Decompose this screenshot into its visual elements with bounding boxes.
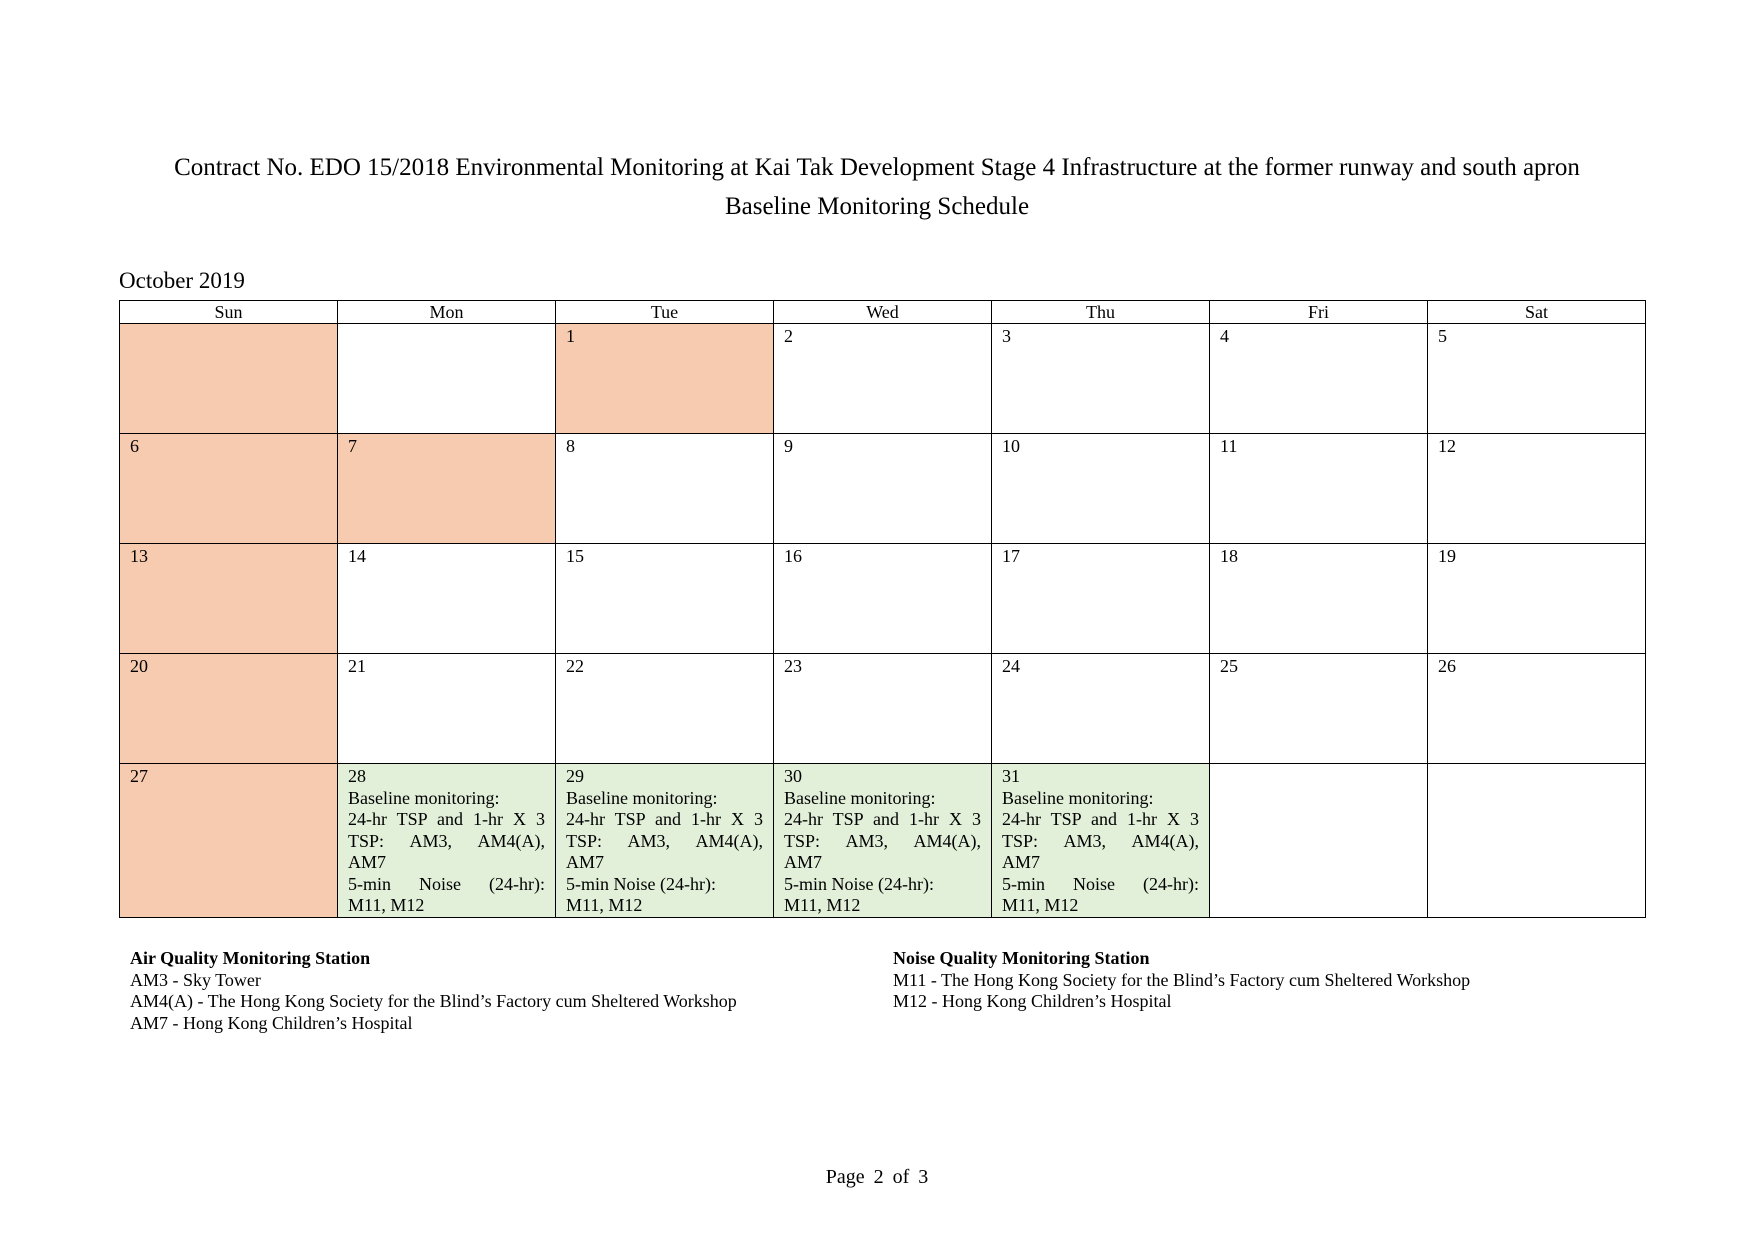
day-cell xyxy=(556,324,774,434)
note-line: 5-min Noise (24-hr): xyxy=(784,873,934,894)
air-quality-legend xyxy=(130,948,737,1034)
day-number: 19 xyxy=(1438,546,1456,566)
document-title: Contract No. EDO 15/2018 Environmental Monitoring at Kai Tak Development Stage 4 Infrastructure at the former runway and south apron xyxy=(174,154,1580,181)
noise-quality-legend-heading: Noise Quality Monitoring Station xyxy=(893,948,1150,968)
day-cell xyxy=(120,434,338,544)
weekday-header-wed: Wed xyxy=(774,301,992,324)
note-line: 24-hr TSP and 1-hr X 3 xyxy=(348,809,545,829)
weekday-header-fri: Fri xyxy=(1210,301,1428,324)
note-line: AM7 xyxy=(348,852,387,872)
day-number: 21 xyxy=(348,656,366,676)
note-line: M11, M12 xyxy=(566,895,643,915)
day-cell xyxy=(774,434,992,544)
day-cell xyxy=(338,654,556,764)
day-number: 20 xyxy=(130,656,148,676)
day-number: 26 xyxy=(1438,656,1456,676)
day-cell-monitoring xyxy=(338,764,556,918)
day-cell-monitoring xyxy=(774,764,992,918)
day-number: 5 xyxy=(1438,326,1447,346)
day-cell xyxy=(774,324,992,434)
day-cell xyxy=(1428,654,1646,764)
note-line: 5-min Noise (24-hr): xyxy=(348,873,545,894)
weekday-header-row xyxy=(120,301,1646,324)
monitoring-note xyxy=(1002,788,1199,917)
day-number: 11 xyxy=(1220,436,1238,456)
note-line: TSP: AM3, AM4(A), xyxy=(1002,830,1199,851)
monitoring-note xyxy=(566,788,763,917)
note-line: TSP: AM3, AM4(A), xyxy=(348,830,545,851)
day-number: 22 xyxy=(566,656,584,676)
day-cell-monitoring xyxy=(556,764,774,918)
page-footer: Page 2 of 3 xyxy=(825,1166,929,1188)
note-line: Baseline monitoring: xyxy=(784,787,936,808)
monitoring-note xyxy=(348,788,545,917)
month-label: October 2019 xyxy=(119,268,245,293)
day-cell xyxy=(338,544,556,654)
day-number: 24 xyxy=(1002,656,1020,676)
day-number: 6 xyxy=(130,436,139,456)
note-line: Baseline monitoring: xyxy=(348,787,500,808)
day-number: 30 xyxy=(784,766,802,786)
day-cell xyxy=(120,654,338,764)
day-cell xyxy=(992,654,1210,764)
day-number: 2 xyxy=(784,326,793,346)
note-line: 24-hr TSP and 1-hr X 3 xyxy=(1002,809,1199,829)
legend-item: AM7 - Hong Kong Children’s Hospital xyxy=(130,1012,413,1033)
day-number: 15 xyxy=(566,546,584,566)
day-number: 4 xyxy=(1220,326,1229,346)
day-number: 7 xyxy=(348,436,357,456)
note-line: 24-hr TSP and 1-hr X 3 xyxy=(784,809,981,829)
day-number: 12 xyxy=(1438,436,1456,456)
air-quality-legend-heading: Air Quality Monitoring Station xyxy=(130,948,371,968)
legend-item: AM3 - Sky Tower xyxy=(130,969,261,990)
day-cell xyxy=(774,654,992,764)
note-line: Baseline monitoring: xyxy=(1002,787,1154,808)
note-line: AM7 xyxy=(566,852,605,872)
day-number: 14 xyxy=(348,546,366,566)
day-cell xyxy=(1428,434,1646,544)
day-number: 8 xyxy=(566,436,575,456)
note-line: M11, M12 xyxy=(1002,895,1079,915)
legend-item: M11 - The Hong Kong Society for the Blind’s Factory cum Sheltered Workshop xyxy=(893,969,1471,990)
day-cell xyxy=(120,764,338,918)
day-number: 10 xyxy=(1002,436,1020,456)
note-line: 24-hr TSP and 1-hr X 3 xyxy=(566,809,763,829)
day-number: 27 xyxy=(130,766,148,786)
note-line: M11, M12 xyxy=(784,895,861,915)
week-row xyxy=(120,764,1646,918)
note-line: M11, M12 xyxy=(348,895,425,915)
monitoring-note xyxy=(784,788,981,917)
calendar-table xyxy=(119,300,1646,918)
day-cell xyxy=(1210,324,1428,434)
day-cell xyxy=(338,434,556,544)
day-cell xyxy=(1210,764,1428,918)
note-line: TSP: AM3, AM4(A), xyxy=(566,830,763,851)
document-subtitle: Baseline Monitoring Schedule xyxy=(724,193,1030,220)
day-number: 17 xyxy=(1002,546,1020,566)
day-number: 31 xyxy=(1002,766,1020,786)
day-cell xyxy=(1210,544,1428,654)
day-number: 28 xyxy=(348,766,366,786)
day-cell xyxy=(992,324,1210,434)
day-cell xyxy=(1428,764,1646,918)
day-cell xyxy=(338,324,556,434)
weekday-header-tue: Tue xyxy=(556,301,774,324)
note-line: TSP: AM3, AM4(A), xyxy=(784,830,981,851)
day-cell xyxy=(1210,434,1428,544)
day-cell xyxy=(1428,324,1646,434)
weekday-header-sun: Sun xyxy=(120,301,338,324)
day-cell xyxy=(120,544,338,654)
legend-item: M12 - Hong Kong Children’s Hospital xyxy=(893,991,1172,1011)
weekday-header-mon: Mon xyxy=(338,301,556,324)
weekday-header-thu: Thu xyxy=(992,301,1210,324)
week-row xyxy=(120,544,1646,654)
day-cell xyxy=(992,434,1210,544)
day-cell xyxy=(120,324,338,434)
day-number: 25 xyxy=(1220,656,1238,676)
day-number: 9 xyxy=(784,436,793,456)
week-row xyxy=(120,654,1646,764)
week-row xyxy=(120,324,1646,434)
note-line: 5-min Noise (24-hr): xyxy=(1002,873,1199,894)
day-number: 23 xyxy=(784,656,802,676)
day-cell xyxy=(992,544,1210,654)
day-cell xyxy=(1428,544,1646,654)
day-number: 18 xyxy=(1220,546,1238,566)
week-row xyxy=(120,434,1646,544)
note-line: 5-min Noise (24-hr): xyxy=(566,873,716,894)
day-cell xyxy=(556,434,774,544)
day-cell xyxy=(556,654,774,764)
day-number: 13 xyxy=(130,546,148,566)
note-line: AM7 xyxy=(1002,852,1041,872)
legend-item: AM4(A) - The Hong Kong Society for the Blind’s Factory cum Sheltered Workshop xyxy=(130,991,737,1011)
day-cell-monitoring xyxy=(992,764,1210,918)
day-cell xyxy=(1210,654,1428,764)
day-number: 16 xyxy=(784,546,802,566)
day-cell xyxy=(556,544,774,654)
day-number: 29 xyxy=(566,766,584,786)
day-cell xyxy=(774,544,992,654)
day-number: 3 xyxy=(1002,326,1011,346)
day-number: 1 xyxy=(566,326,575,346)
weekday-header-sat: Sat xyxy=(1428,301,1646,324)
note-line: Baseline monitoring: xyxy=(566,787,718,808)
noise-quality-legend xyxy=(893,948,1470,1013)
note-line: AM7 xyxy=(784,852,823,872)
